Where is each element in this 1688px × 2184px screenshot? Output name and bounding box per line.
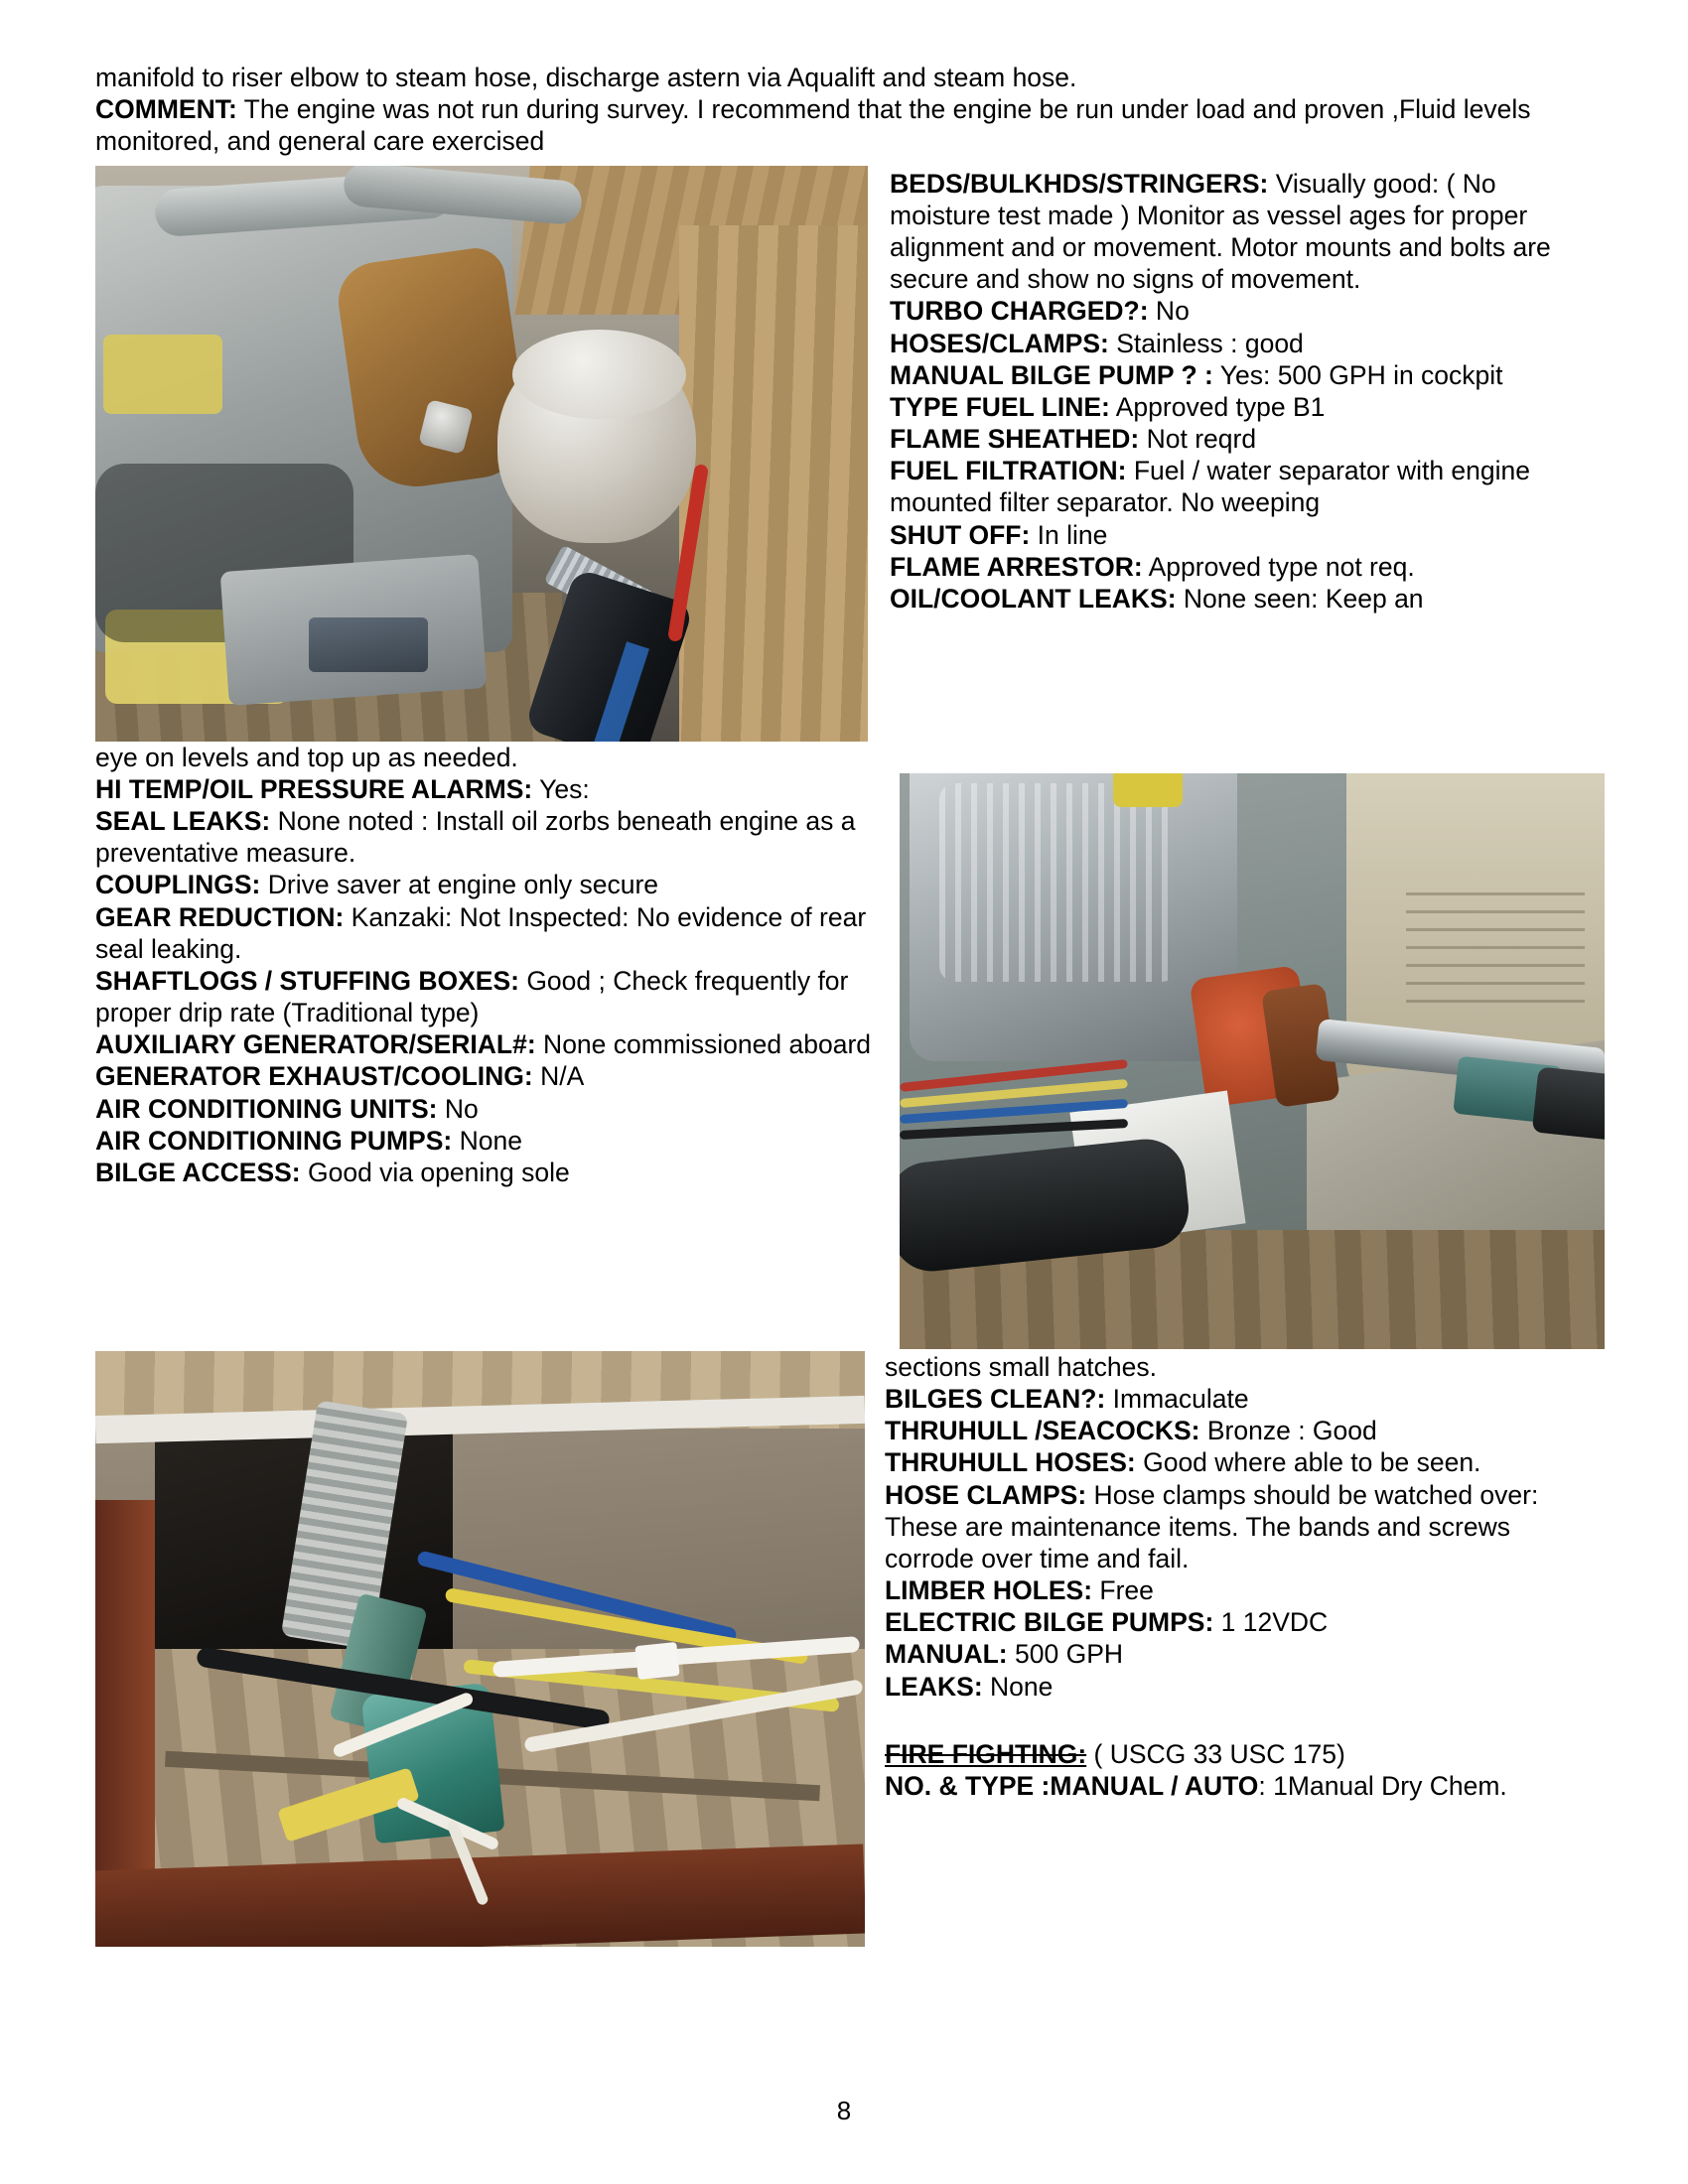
spec-value: Good where able to be seen. [1135,1447,1481,1478]
spec-value: 1 12VDC [1213,1607,1329,1638]
spec-value: N/A [532,1061,585,1092]
spec-label: HOSE CLAMPS: [885,1479,1087,1510]
spec-line [890,551,1593,583]
spec-label: LIMBER HOLES: [885,1575,1093,1606]
section-one-text [890,166,1593,615]
spec-label: MANUAL BILGE PUMP ? : [890,359,1213,390]
spec-label: GENERATOR EXHAUST/COOLING: [95,1061,533,1092]
spec-value: Visually good: ( No moisture test made ) Monitor as vessel ages for proper alignment and or movement. Motor mounts and bolts are secure and show no signs of movement. [890,168,1551,295]
page-number: 8 [836,2096,852,2125]
spec-label: AIR CONDITIONING PUMPS: [95,1125,453,1156]
spec-label: GEAR REDUCTION: [95,901,345,932]
engine-exhaust-riser-photo [95,166,868,742]
spec-line [885,1383,1593,1415]
spec-line [890,359,1593,391]
spec-value: No [437,1093,479,1124]
section-three-text [885,1351,1593,1802]
spec-line [95,901,880,965]
spec-value: : 1Manual Dry Chem. [1258,1771,1507,1801]
top-paragraph-block [95,62,1595,158]
spec-value: Hose clamps should be watched over: These are maintenance items. The bands and screws corrode over time and fail. [885,1479,1539,1573]
spec-value: Stainless : good [1108,328,1304,358]
spec-line [885,1606,1593,1638]
continuation-line: sections small hatches. [885,1351,1157,1382]
spec-line [890,455,1593,518]
spec-line [890,583,1593,614]
spec-value: Fuel / water separator with engine mounted filter separator. No weeping [890,456,1531,518]
spec-label: MANUAL: [885,1639,1008,1670]
spec-line [885,1415,1593,1446]
spec-label: FLAME SHEATHED: [890,424,1140,455]
spec-value: In line [1030,519,1108,550]
spec-line [885,1479,1593,1575]
section-two [95,773,1593,1349]
spec-label: HI TEMP/OIL PRESSURE ALARMS: [95,773,533,804]
spec-label: TYPE FUEL LINE: [890,391,1110,422]
comment-label: COMMENT: [95,94,237,125]
spec-label: SEAL LEAKS: [95,805,271,836]
spec-value: Yes: [532,773,590,804]
spec-label: AIR CONDITIONING UNITS: [95,1093,438,1124]
continuation-line: eye on levels and top up as needed. [95,742,518,772]
spec-value: 500 GPH [1007,1639,1124,1670]
spec-label: HOSES/CLAMPS: [890,328,1109,358]
spec-line [95,965,880,1028]
spec-value: None seen: Keep an [1176,584,1424,614]
spec-label: SHAFTLOGS / STUFFING BOXES: [95,965,519,996]
spec-line [95,1093,880,1125]
spec-label: BILGES CLEAN?: [885,1383,1106,1414]
spec-line [890,391,1593,423]
spec-label: FUEL FILTRATION: [890,456,1127,486]
spec-line [890,295,1593,327]
spec-label: AUXILIARY GENERATOR/SERIAL#: [95,1029,536,1060]
spec-label: COUPLINGS: [95,870,261,900]
spec-line [885,1770,1593,1802]
comment-text: The engine was not run during survey. I recommend that the engine be run under load and proven ,Fluid levels monitored, and general care exercised [95,94,1531,157]
spec-line [890,423,1593,455]
spec-line [885,1638,1593,1670]
spec-value: Not reqrd [1139,424,1257,455]
spec-value: Approved type not req. [1142,551,1415,582]
spec-value: Yes: 500 GPH in cockpit [1212,359,1503,390]
shaft-coupling-drive-saver-photo [900,773,1605,1349]
spec-value: Good via opening sole [300,1158,570,1187]
spec-line [890,519,1593,551]
section-three [95,1351,1593,1947]
spec-value: None [982,1671,1054,1702]
section-two-text [95,773,900,1188]
section-one [95,166,1593,742]
spec-line [890,168,1593,296]
spec-value: No [1148,296,1190,327]
spec-value: Good ; Check frequently for proper drip rate (Traditional type) [95,965,849,1028]
spec-line [95,1060,880,1092]
spec-value: None noted : Install oil zorbs beneath engine as a preventative measure. [95,805,856,869]
spec-label: BILGE ACCESS: [95,1158,301,1187]
section-one-continuation [95,742,1595,773]
spec-label: NO. & TYPE :MANUAL / AUTO [885,1771,1259,1801]
comment-paragraph [95,93,1595,157]
spec-line [95,1028,880,1060]
spec-label: SHUT OFF: [890,519,1031,550]
continuation-line: manifold to riser elbow to steam hose, discharge astern via Aqualift and steam hose. [95,63,1077,92]
fire-fighting-heading-suffix: ( USCG 33 USC 175) [1086,1738,1345,1769]
spec-label: OIL/COOLANT LEAKS: [890,584,1177,614]
fire-fighting-heading: FIRE FIGHTING: [885,1738,1087,1769]
spec-value: Approved type B1 [1109,391,1326,422]
spec-value: Kanzaki: Not Inspected: No evidence of rear seal leaking. [95,901,867,964]
spec-value: None [452,1125,522,1156]
spec-line [95,1125,880,1157]
spec-line [885,1671,1593,1703]
spec-line [95,773,880,805]
spec-line [885,1574,1593,1606]
bilge-access-seacock-photo [95,1351,865,1947]
spec-value: Immaculate [1105,1383,1249,1414]
spec-label: LEAKS: [885,1671,983,1702]
spec-label: FLAME ARRESTOR: [890,551,1143,582]
spec-line [95,1157,880,1188]
spec-line [95,805,880,869]
spec-label: THRUHULL HOSES: [885,1447,1136,1478]
spec-label: BEDS/BULKHDS/STRINGERS: [890,168,1269,199]
spec-line [890,328,1593,359]
fire-fighting-heading-line [885,1738,1593,1770]
spec-label: TURBO CHARGED?: [890,296,1149,327]
spec-value: None commissioned aboard [535,1029,872,1060]
spec-value: Bronze : Good [1199,1416,1377,1446]
spec-label: THRUHULL /SEACOCKS: [885,1416,1200,1446]
spec-value: Free [1092,1575,1154,1606]
spec-value: Drive saver at engine only secure [260,870,659,900]
spec-label: ELECTRIC BILGE PUMPS: [885,1607,1214,1638]
spec-line [95,869,880,900]
spec-line [885,1446,1593,1478]
